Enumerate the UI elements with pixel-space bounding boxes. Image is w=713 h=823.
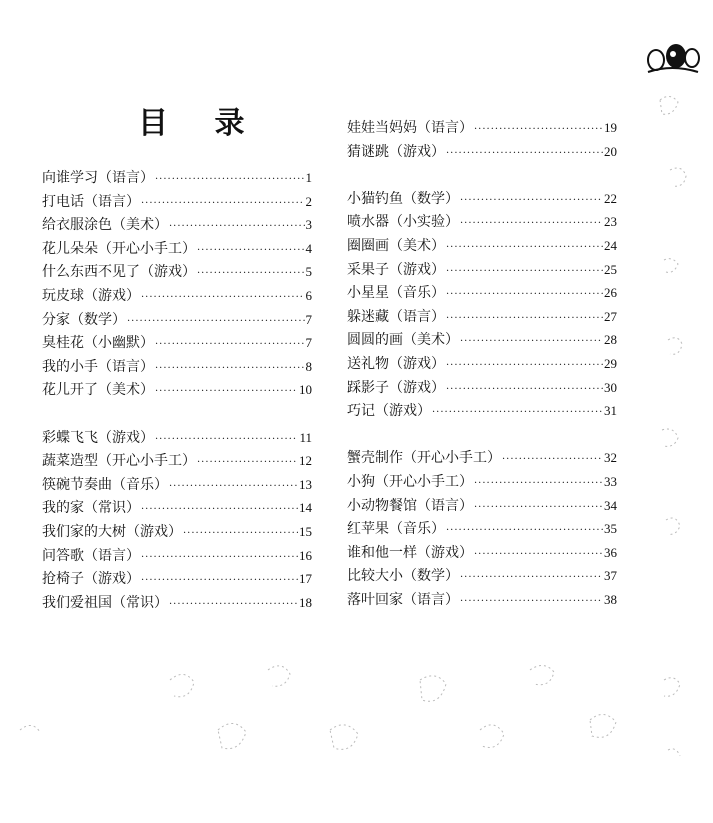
toc-entry-title: 猜谜跳（游戏） [347, 143, 445, 160]
cartoon-characters-icon [642, 36, 702, 76]
page-title: 目 录 [138, 106, 263, 141]
toc-entry-page: 15 [299, 523, 312, 539]
toc-entry-title: 蔬菜造型（开心小手工） [42, 453, 196, 470]
toc-entry-page: 22 [604, 190, 617, 206]
toc-entry-title: 玩皮球（游戏） [42, 287, 140, 304]
toc-entry-page: 38 [604, 591, 617, 607]
toc-entry-page: 35 [604, 521, 617, 537]
toc-entry-title: 落叶回家（语言） [347, 591, 459, 608]
toc-entry-page: 33 [604, 473, 617, 489]
toc-entry-title: 筷碗节奏曲（音乐） [42, 476, 168, 493]
toc-entry-page: 20 [604, 143, 617, 159]
toc-entry-title: 打电话（语言） [42, 193, 140, 210]
toc-entry-title: 我们爱祖国（常识） [42, 594, 168, 611]
toc-entry-page: 30 [604, 379, 617, 395]
toc-entry-page: 28 [604, 332, 617, 348]
toc-entry-page: 6 [305, 287, 312, 303]
toc-entry-title: 给衣服涂色（美术） [42, 217, 168, 234]
toc-entry-page: 27 [604, 308, 617, 324]
toc-entry-title: 娃娃当妈妈（语言） [347, 120, 473, 136]
toc-entry-title: 小动物餐馆（语言） [347, 497, 473, 514]
toc-entry-page: 36 [604, 544, 617, 560]
toc-entry-title: 我们家的大树（游戏） [42, 523, 182, 540]
toc-entry-title: 花儿开了（美术） [42, 382, 154, 399]
toc-entry-title: 比较大小（数学） [347, 568, 459, 585]
toc-entry-title: 蟹壳制作（开心小手工） [347, 450, 501, 467]
toc-entry-page: 8 [305, 358, 312, 374]
toc-entry-title: 问答歌（语言） [42, 547, 140, 564]
toc-entry-page: 12 [299, 453, 312, 469]
toc-entry-page: 11 [299, 429, 312, 445]
toc-entry-title: 圈圈画（美术） [347, 237, 445, 254]
toc-entry-page: 26 [604, 285, 617, 301]
toc-entry-page: 31 [604, 403, 617, 419]
toc-entry-page: 7 [305, 311, 312, 327]
toc-entry-title: 圆圆的画（美术） [347, 332, 459, 349]
toc-entry-title: 分家（数学） [42, 311, 126, 328]
toc-entry-page: 37 [604, 568, 617, 584]
toc-entry-page: 14 [299, 500, 312, 516]
toc-entry-title: 小猫钓鱼（数学） [347, 190, 459, 207]
toc-entry-page: 7 [305, 335, 312, 351]
toc-entry-title: 踩影子（游戏） [347, 379, 445, 396]
toc-entry-page: 3 [305, 217, 312, 233]
toc-entry-page: 4 [305, 240, 312, 256]
toc-entry-page: 23 [604, 214, 617, 230]
toc-entry-page: 24 [604, 237, 617, 253]
toc-entry-title: 什么东西不见了（游戏） [42, 264, 196, 281]
toc-entry-title: 小狗（开心小手工） [347, 473, 473, 490]
toc-entry-title: 向谁学习（语言） [42, 170, 154, 186]
toc-entry-page: 10 [299, 382, 312, 398]
toc-entry-page: 29 [604, 355, 617, 371]
toc-entry-page: 13 [299, 476, 312, 492]
faint-sketch-figures-icon [0, 80, 713, 823]
toc-entry-title: 喷水器（小实验） [347, 214, 459, 231]
toc-entry-title: 谁和他一样（游戏） [347, 544, 473, 561]
toc-entry-title: 采果子（游戏） [347, 261, 445, 278]
toc-entry-title: 我的家（常识） [42, 500, 140, 517]
toc-entry-page: 1 [305, 170, 312, 185]
toc-entry-title: 抢椅子（游戏） [42, 571, 140, 588]
toc-entry-title: 小星星（音乐） [347, 285, 445, 302]
toc-entry-title: 巧记（游戏） [347, 403, 431, 420]
toc-entry-page: 25 [604, 261, 617, 277]
toc-entry-page: 2 [305, 193, 312, 209]
toc-entry-title: 臭桂花（小幽默） [42, 335, 154, 352]
toc-entry-title: 送礼物（游戏） [347, 355, 445, 372]
toc-entry-page: 17 [299, 571, 312, 587]
toc-entry-title: 躲迷藏（语言） [347, 308, 445, 325]
toc-entry-page: 19 [604, 120, 617, 135]
toc-entry-page: 16 [299, 547, 312, 563]
toc-entry-title: 彩蝶飞飞（游戏） [42, 429, 154, 446]
toc-entry-page: 32 [604, 450, 617, 466]
toc-entry-title: 红苹果（音乐） [347, 521, 445, 538]
toc-entry-title: 我的小手（语言） [42, 358, 154, 375]
toc-entry-page: 18 [299, 594, 312, 610]
toc-entry-page: 34 [604, 497, 617, 513]
toc-entry-page: 5 [305, 264, 312, 280]
toc-entry-title: 花儿朵朵（开心小手工） [42, 240, 196, 257]
